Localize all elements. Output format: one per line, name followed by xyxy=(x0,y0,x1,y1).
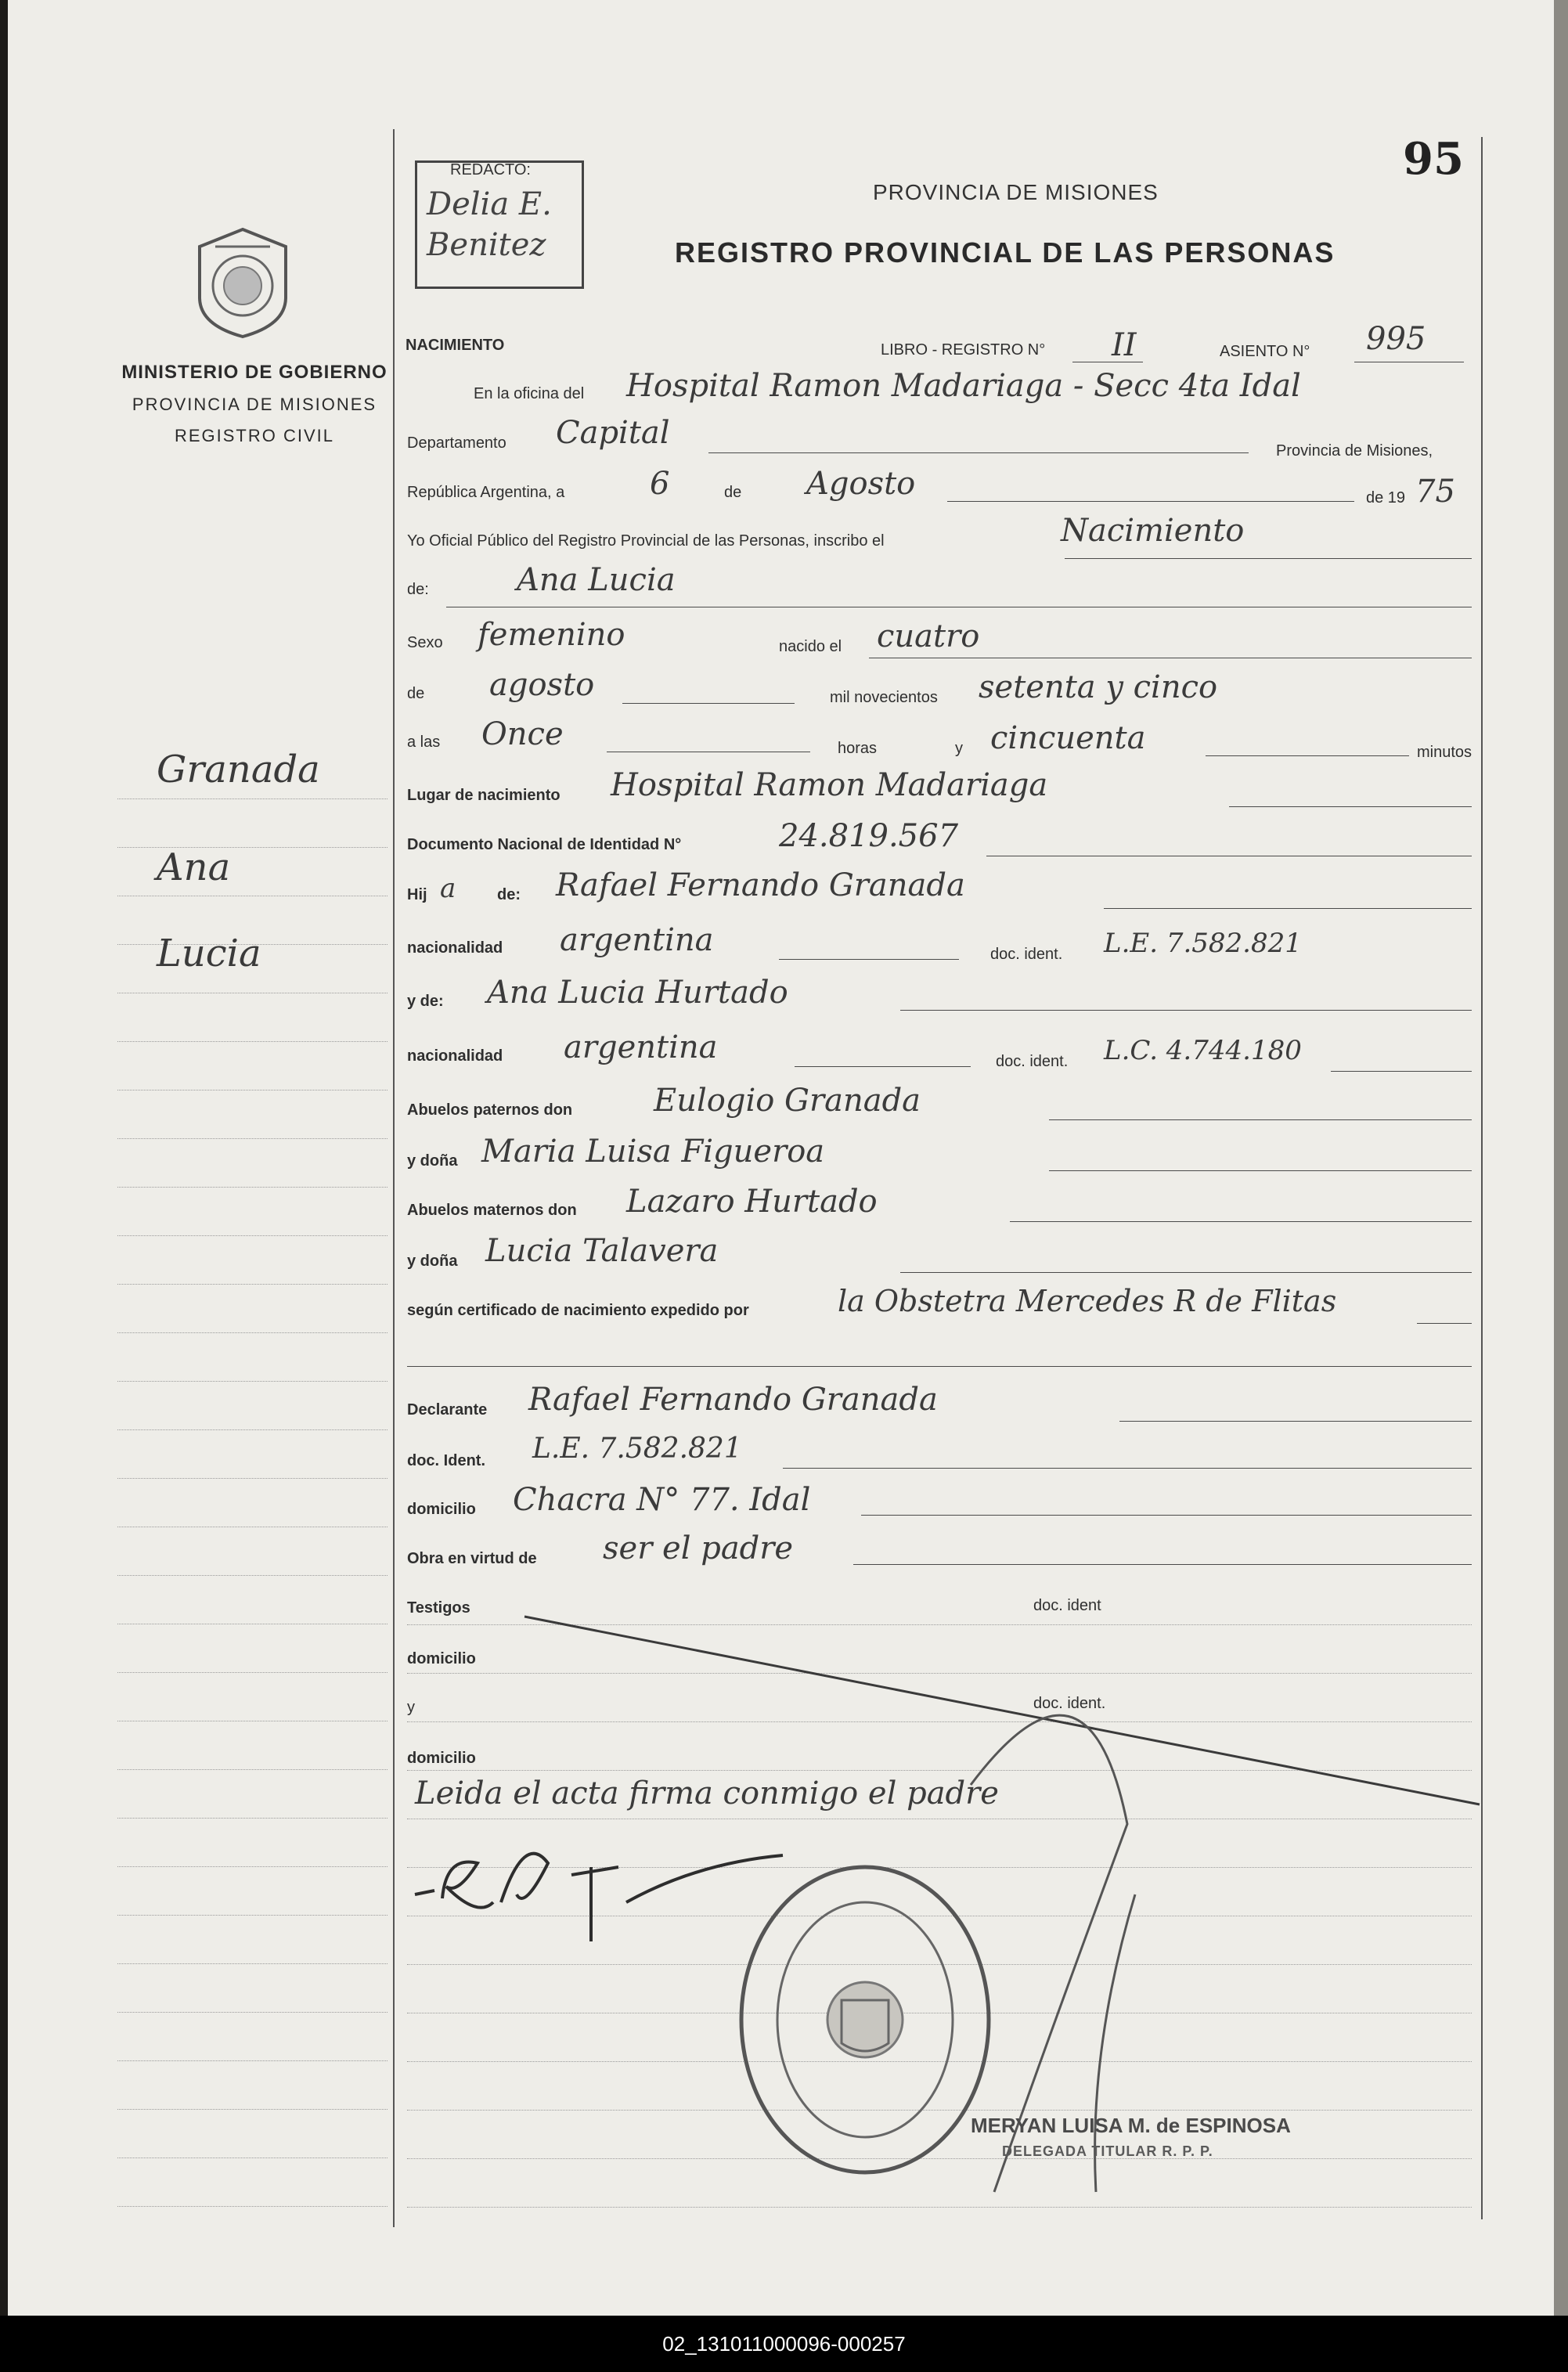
asiento-value: 995 xyxy=(1366,321,1426,357)
mother-name: Ana Lucia Hurtado xyxy=(487,975,788,1011)
domicilio-value: Chacra N° 77. Idal xyxy=(513,1482,811,1518)
hija-label: Hij xyxy=(407,886,427,903)
declarante-doc-label: doc. Ident. xyxy=(407,1452,485,1469)
minutos-value: cincuenta xyxy=(990,720,1146,756)
de-label: de xyxy=(724,484,742,501)
segun-value: la Obstetra Mercedes R de Flitas xyxy=(838,1284,1337,1318)
abuelo-materno: Lazaro Hurtado xyxy=(626,1184,878,1220)
mother-nacionalidad: argentina xyxy=(564,1029,718,1065)
declarante-doc: L.E. 7.582.821 xyxy=(532,1433,742,1465)
document-page xyxy=(8,0,1555,2316)
mother-nacionalidad-label: nacionalidad xyxy=(407,1047,503,1065)
mother-doc: L.C. 4.744.180 xyxy=(1104,1035,1302,1066)
mother-doc-label: doc. ident. xyxy=(996,1053,1069,1070)
abuelos-maternos-label: Abuelos maternos don xyxy=(407,1202,577,1219)
dni-label: Documento Nacional de Identidad N° xyxy=(407,836,682,853)
person-name: Ana Lucia xyxy=(517,562,676,598)
dni-value: 24.819.567 xyxy=(779,818,959,854)
alas-label: a las xyxy=(407,734,441,751)
nacido-anio: setenta y cinco xyxy=(979,669,1218,705)
obra-label: Obra en virtud de xyxy=(407,1550,537,1567)
obra-value: ser el padre xyxy=(603,1530,794,1566)
lugar-label: Lugar de nacimiento xyxy=(407,787,561,804)
official-stamp-icon xyxy=(732,1859,998,2180)
mother-de-label: y de: xyxy=(407,993,444,1010)
departamento-label: Departamento xyxy=(407,434,506,452)
margin-second-name: Lucia xyxy=(157,932,261,975)
libro-label: LIBRO - REGISTRO N° xyxy=(881,341,1046,359)
abuela-materna: Lucia Talavera xyxy=(485,1233,719,1269)
abuelos-paternos-label: Abuelos paternos don xyxy=(407,1101,573,1119)
testigos-label: Testigos xyxy=(407,1599,470,1617)
asiento-label: ASIENTO N° xyxy=(1220,343,1310,360)
act-type-value: Nacimiento xyxy=(1061,513,1245,549)
y-label: y xyxy=(955,740,963,757)
margin-first-name: Ana xyxy=(157,845,231,889)
testigo-doc2-label: doc. ident. xyxy=(1033,1695,1106,1712)
page-number: 95 xyxy=(1403,133,1464,185)
segun-label: según certificado de nacimiento expedido por xyxy=(407,1302,749,1319)
margin-surname: Granada xyxy=(157,748,320,791)
year-prefix-label: de 19 xyxy=(1366,489,1406,506)
redacto-label: REDACTO: xyxy=(450,161,531,178)
testigo-domicilio2-label: domicilio xyxy=(407,1750,476,1767)
declarant-signature xyxy=(415,1854,783,1941)
declarante-label: Declarante xyxy=(407,1401,488,1419)
abuela-materna-label: y doña xyxy=(407,1253,458,1270)
de2-label: de xyxy=(407,685,425,702)
father-nacionalidad: argentina xyxy=(560,922,714,958)
nacido-mes: agosto xyxy=(489,667,595,703)
registration-month: Agosto xyxy=(806,466,916,502)
header-province: PROVINCIA DE MISIONES xyxy=(873,180,1159,204)
hija-de-label: de: xyxy=(497,886,521,903)
official-name: MERYAN LUISA M. de ESPINOSA xyxy=(971,2114,1291,2137)
abuela-paterna: Maria Luisa Figueroa xyxy=(481,1134,825,1170)
domicilio-label: domicilio xyxy=(407,1501,476,1518)
father-name: Rafael Fernando Granada xyxy=(556,867,965,903)
testigo-y-label: y xyxy=(407,1699,415,1716)
hija-suffix: a xyxy=(440,873,456,904)
testigo-doc-label: doc. ident xyxy=(1033,1597,1101,1614)
yo-oficial-label: Yo Oficial Público del Registro Provincial de las Personas, inscribo el xyxy=(407,532,885,550)
abuela-paterna-label: y doña xyxy=(407,1152,458,1170)
ministry-name: MINISTERIO DE GOBIERNO xyxy=(121,362,387,383)
scan-id-footer: 02_131011000096-000257 xyxy=(0,2316,1568,2372)
registration-year: 75 xyxy=(1415,474,1455,510)
lugar-value: Hospital Ramon Madariaga xyxy=(611,767,1048,803)
nacido-dia: cuatro xyxy=(877,618,980,654)
minutos-label: minutos xyxy=(1417,744,1472,761)
registration-day: 6 xyxy=(650,466,670,502)
testigo-domicilio-label: domicilio xyxy=(407,1650,476,1667)
horas-value: Once xyxy=(481,716,564,752)
closing-note: Leida el acta firma conmigo el padre xyxy=(415,1775,999,1811)
official-title: DELEGADA TITULAR R. P. P. xyxy=(1002,2143,1213,2159)
oficina-label: En la oficina del xyxy=(474,385,585,402)
mil-label: mil novecientos xyxy=(830,689,938,706)
republica-label: República Argentina, a xyxy=(407,484,565,501)
departamento-value: Capital xyxy=(556,415,670,451)
redacto-signature-line: Delia E. xyxy=(427,186,552,222)
ministry-province: PROVINCIA DE MISIONES xyxy=(132,395,377,414)
sexo-value: femenino xyxy=(478,617,625,653)
father-doc: L.E. 7.582.821 xyxy=(1104,928,1302,959)
redacto-signature-line: Benitez xyxy=(427,227,546,263)
nacido-label: nacido el xyxy=(779,638,842,655)
declarante-value: Rafael Fernando Granada xyxy=(528,1382,938,1418)
person-de-label: de: xyxy=(407,581,429,598)
horas-label: horas xyxy=(838,740,878,757)
abuelo-paterno: Eulogio Granada xyxy=(654,1083,921,1119)
father-nacionalidad-label: nacionalidad xyxy=(407,939,503,957)
ministry-office: REGISTRO CIVIL xyxy=(174,426,335,445)
oficina-value: Hospital Ramon Madariaga - Secc 4ta Idal xyxy=(626,368,1301,404)
libro-value: II xyxy=(1112,327,1137,363)
header-registry: REGISTRO PROVINCIAL DE LAS PERSONAS xyxy=(675,236,1336,269)
page-edge xyxy=(1554,0,1568,2316)
father-doc-label: doc. ident. xyxy=(990,946,1063,963)
sexo-label: Sexo xyxy=(407,634,443,651)
provincia-label: Provincia de Misiones, xyxy=(1276,442,1433,460)
act-type-label: NACIMIENTO xyxy=(406,337,505,354)
